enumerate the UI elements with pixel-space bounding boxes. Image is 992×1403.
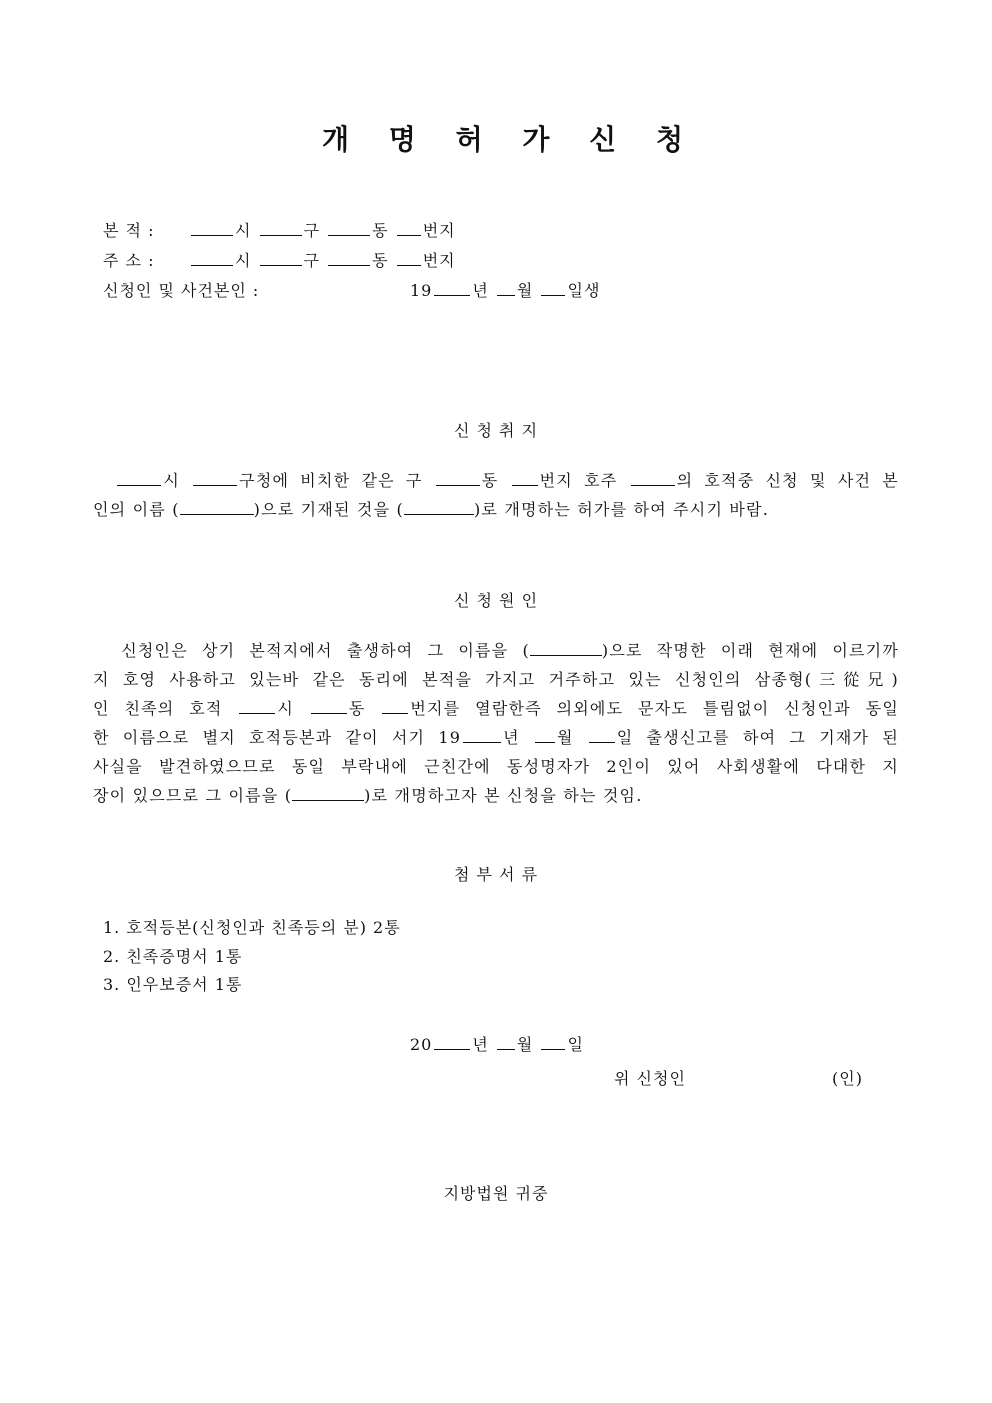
unit-beonji: 번지 [422, 221, 456, 240]
purpose-seg2: 구청에 비치한 같은 구 [239, 471, 423, 490]
blank [436, 472, 480, 486]
blank [530, 642, 602, 656]
blank [191, 222, 233, 236]
unit-si: 시 [235, 221, 252, 240]
purpose-line-2 [93, 495, 899, 524]
unit-dong: 동 [372, 251, 389, 270]
reason-line-2: 지 호영 사용하고 있는바 같은 동리에 본적을 가지고 거주하고 있는 신청인의 삼종형(三從兄) [93, 670, 899, 689]
blank [541, 1036, 565, 1050]
blank [311, 700, 347, 714]
date-unit-wol: 월 [516, 1035, 534, 1054]
birth-year-prefix: 19 [410, 281, 433, 300]
seal-mark: (인) [832, 1069, 863, 1088]
unit-beonji: 번지 [422, 251, 456, 270]
reason-l4-c: 월 [556, 728, 574, 747]
unit-dong: 동 [372, 221, 389, 240]
blank [434, 282, 470, 296]
reason-l3-a: 인 친족의 호적 [93, 699, 223, 718]
page-title: 개 명 허 가 신 청 [321, 123, 699, 156]
blank [260, 252, 302, 266]
blank [541, 282, 565, 296]
date-year-prefix: 20 [410, 1035, 433, 1054]
blank [180, 501, 254, 515]
blank [117, 472, 161, 486]
purpose-seg3: 동 [481, 471, 499, 490]
attachment-item: 3. 인우보증서 1통 [103, 975, 243, 994]
reason-l6-a: 장이 있으므로 그 이름을 ( [93, 786, 293, 805]
reason-l4-b: 년 [503, 728, 520, 747]
blank [328, 252, 370, 266]
unit-ilsaeng: 일생 [567, 281, 601, 300]
reason-l3-c: 동 [348, 699, 366, 718]
unit-gu: 구 [303, 221, 321, 240]
reason-l4-a: 한 이름으로 별지 호적등본과 같이 서기 19 [93, 728, 462, 747]
attachment-item: 2. 친족증명서 1통 [103, 947, 243, 966]
reason-l1-b: )으로 작명한 이래 현재에 이르기까 [601, 641, 899, 660]
reason-heading: 신 청 원 인 [453, 591, 539, 610]
date-unit-nyeon: 년 [472, 1035, 489, 1054]
unit-wol: 월 [516, 281, 534, 300]
signature-label: 위 신청인 [614, 1069, 686, 1088]
reason-l6-b: )로 개명하고자 본 신청을 하는 것임. [364, 786, 643, 805]
address-row [103, 248, 456, 271]
reason-l4-d: 일 출생신고를 하여 그 기재가 된 [616, 728, 899, 747]
blank [193, 472, 237, 486]
unit-gu: 구 [303, 251, 321, 270]
blank [328, 222, 370, 236]
blank [397, 252, 421, 266]
applicant-row [103, 278, 600, 301]
blank [497, 282, 515, 296]
blank [404, 501, 474, 515]
unit-nyeon: 년 [472, 281, 489, 300]
attachment-item: 1. 호적등본(신청인과 친족등의 분) 2통 [103, 918, 401, 937]
purpose-seg4: 번지 호주 [539, 471, 618, 490]
domicile-label: 본 적 : [103, 221, 155, 240]
reason-l1-a: 신청인은 상기 본적지에서 출생하여 그 이름을 ( [121, 641, 530, 660]
blank [512, 472, 538, 486]
purpose-line2-b: )으로 기재된 것을 ( [253, 500, 404, 519]
domicile-row [103, 218, 456, 241]
attachments-heading: 첨 부 서 류 [453, 865, 539, 884]
blank [631, 472, 675, 486]
reason-line-1 [93, 636, 899, 665]
reason-paragraph [93, 636, 899, 810]
blank [463, 729, 501, 743]
date-line [410, 1032, 584, 1055]
blank [382, 700, 408, 714]
date-unit-il: 일 [567, 1035, 584, 1054]
reason-line-4 [93, 723, 899, 752]
reason-line-5: 사실을 발견하였으므로 동일 부락내에 근친간에 동성명자가 2인이 있어 사회생활에 다대한 지 [93, 757, 899, 776]
applicant-label: 신청인 및 사건본인 : [103, 281, 260, 300]
purpose-heading: 신 청 취 지 [453, 421, 539, 440]
reason-l3-b: 시 [277, 699, 295, 718]
blank [239, 700, 275, 714]
purpose-line2-a: 인의 이름 ( [93, 500, 180, 519]
blank [434, 1036, 470, 1050]
purpose-seg5: 의 호적중 신청 및 사건 본 [676, 471, 899, 490]
unit-si: 시 [235, 251, 252, 270]
purpose-seg1: 시 [163, 471, 180, 490]
blank [191, 252, 233, 266]
blank [497, 1036, 515, 1050]
blank [260, 222, 302, 236]
blank [397, 222, 421, 236]
reason-line-6 [93, 781, 899, 810]
purpose-line2-c: )로 개명하는 허가를 하여 주시기 바람. [473, 500, 769, 519]
blank [589, 729, 615, 743]
purpose-paragraph [93, 466, 899, 524]
court-addressee: 지방법원 귀중 [443, 1184, 549, 1203]
reason-line-3 [93, 694, 899, 723]
blank [535, 729, 555, 743]
purpose-line-1 [93, 466, 899, 495]
address-label: 주 소 : [103, 251, 155, 270]
blank [292, 787, 364, 801]
reason-l3-d: 번지를 열람한즉 의외에도 문자도 틀림없이 신청인과 동일 [410, 699, 900, 718]
